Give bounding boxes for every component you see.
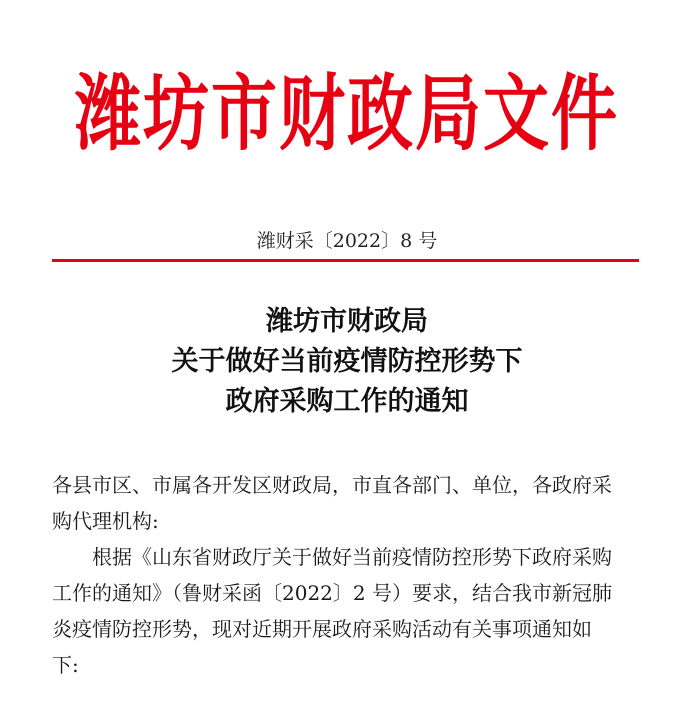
- document-body: [52, 467, 644, 683]
- paragraph-1-line-3: 炎疫情防控形势，现对近期开展政府采购活动有关事项通知如: [52, 617, 592, 641]
- red-divider-line: [52, 259, 639, 262]
- document-number: 潍财采〔2022〕8 号: [256, 230, 438, 252]
- document-title: [0, 302, 694, 422]
- title-line-3: 政府采购工作的通知: [225, 386, 469, 417]
- title-line-1: 潍坊市财政局: [266, 306, 428, 337]
- addressee-line-2: 购代理机构:: [52, 509, 159, 533]
- paragraph-1-line-1: 根据《山东省财政厅关于做好当前疫情防控形势下政府采购: [92, 545, 612, 569]
- paragraph-1-line-4: 下:: [52, 653, 79, 677]
- title-line-2: 关于做好当前疫情防控形势下: [171, 346, 523, 377]
- paragraph-1-line-2: 工作的通知》（鲁财采函〔2022〕2 号）要求，结合我市新冠肺: [52, 581, 612, 605]
- addressee-line-1: 各县市区、市属各开发区财政局，市直各部门、单位，各政府采: [52, 473, 612, 497]
- agency-banner-heading: 潍坊市财政局文件: [75, 64, 619, 162]
